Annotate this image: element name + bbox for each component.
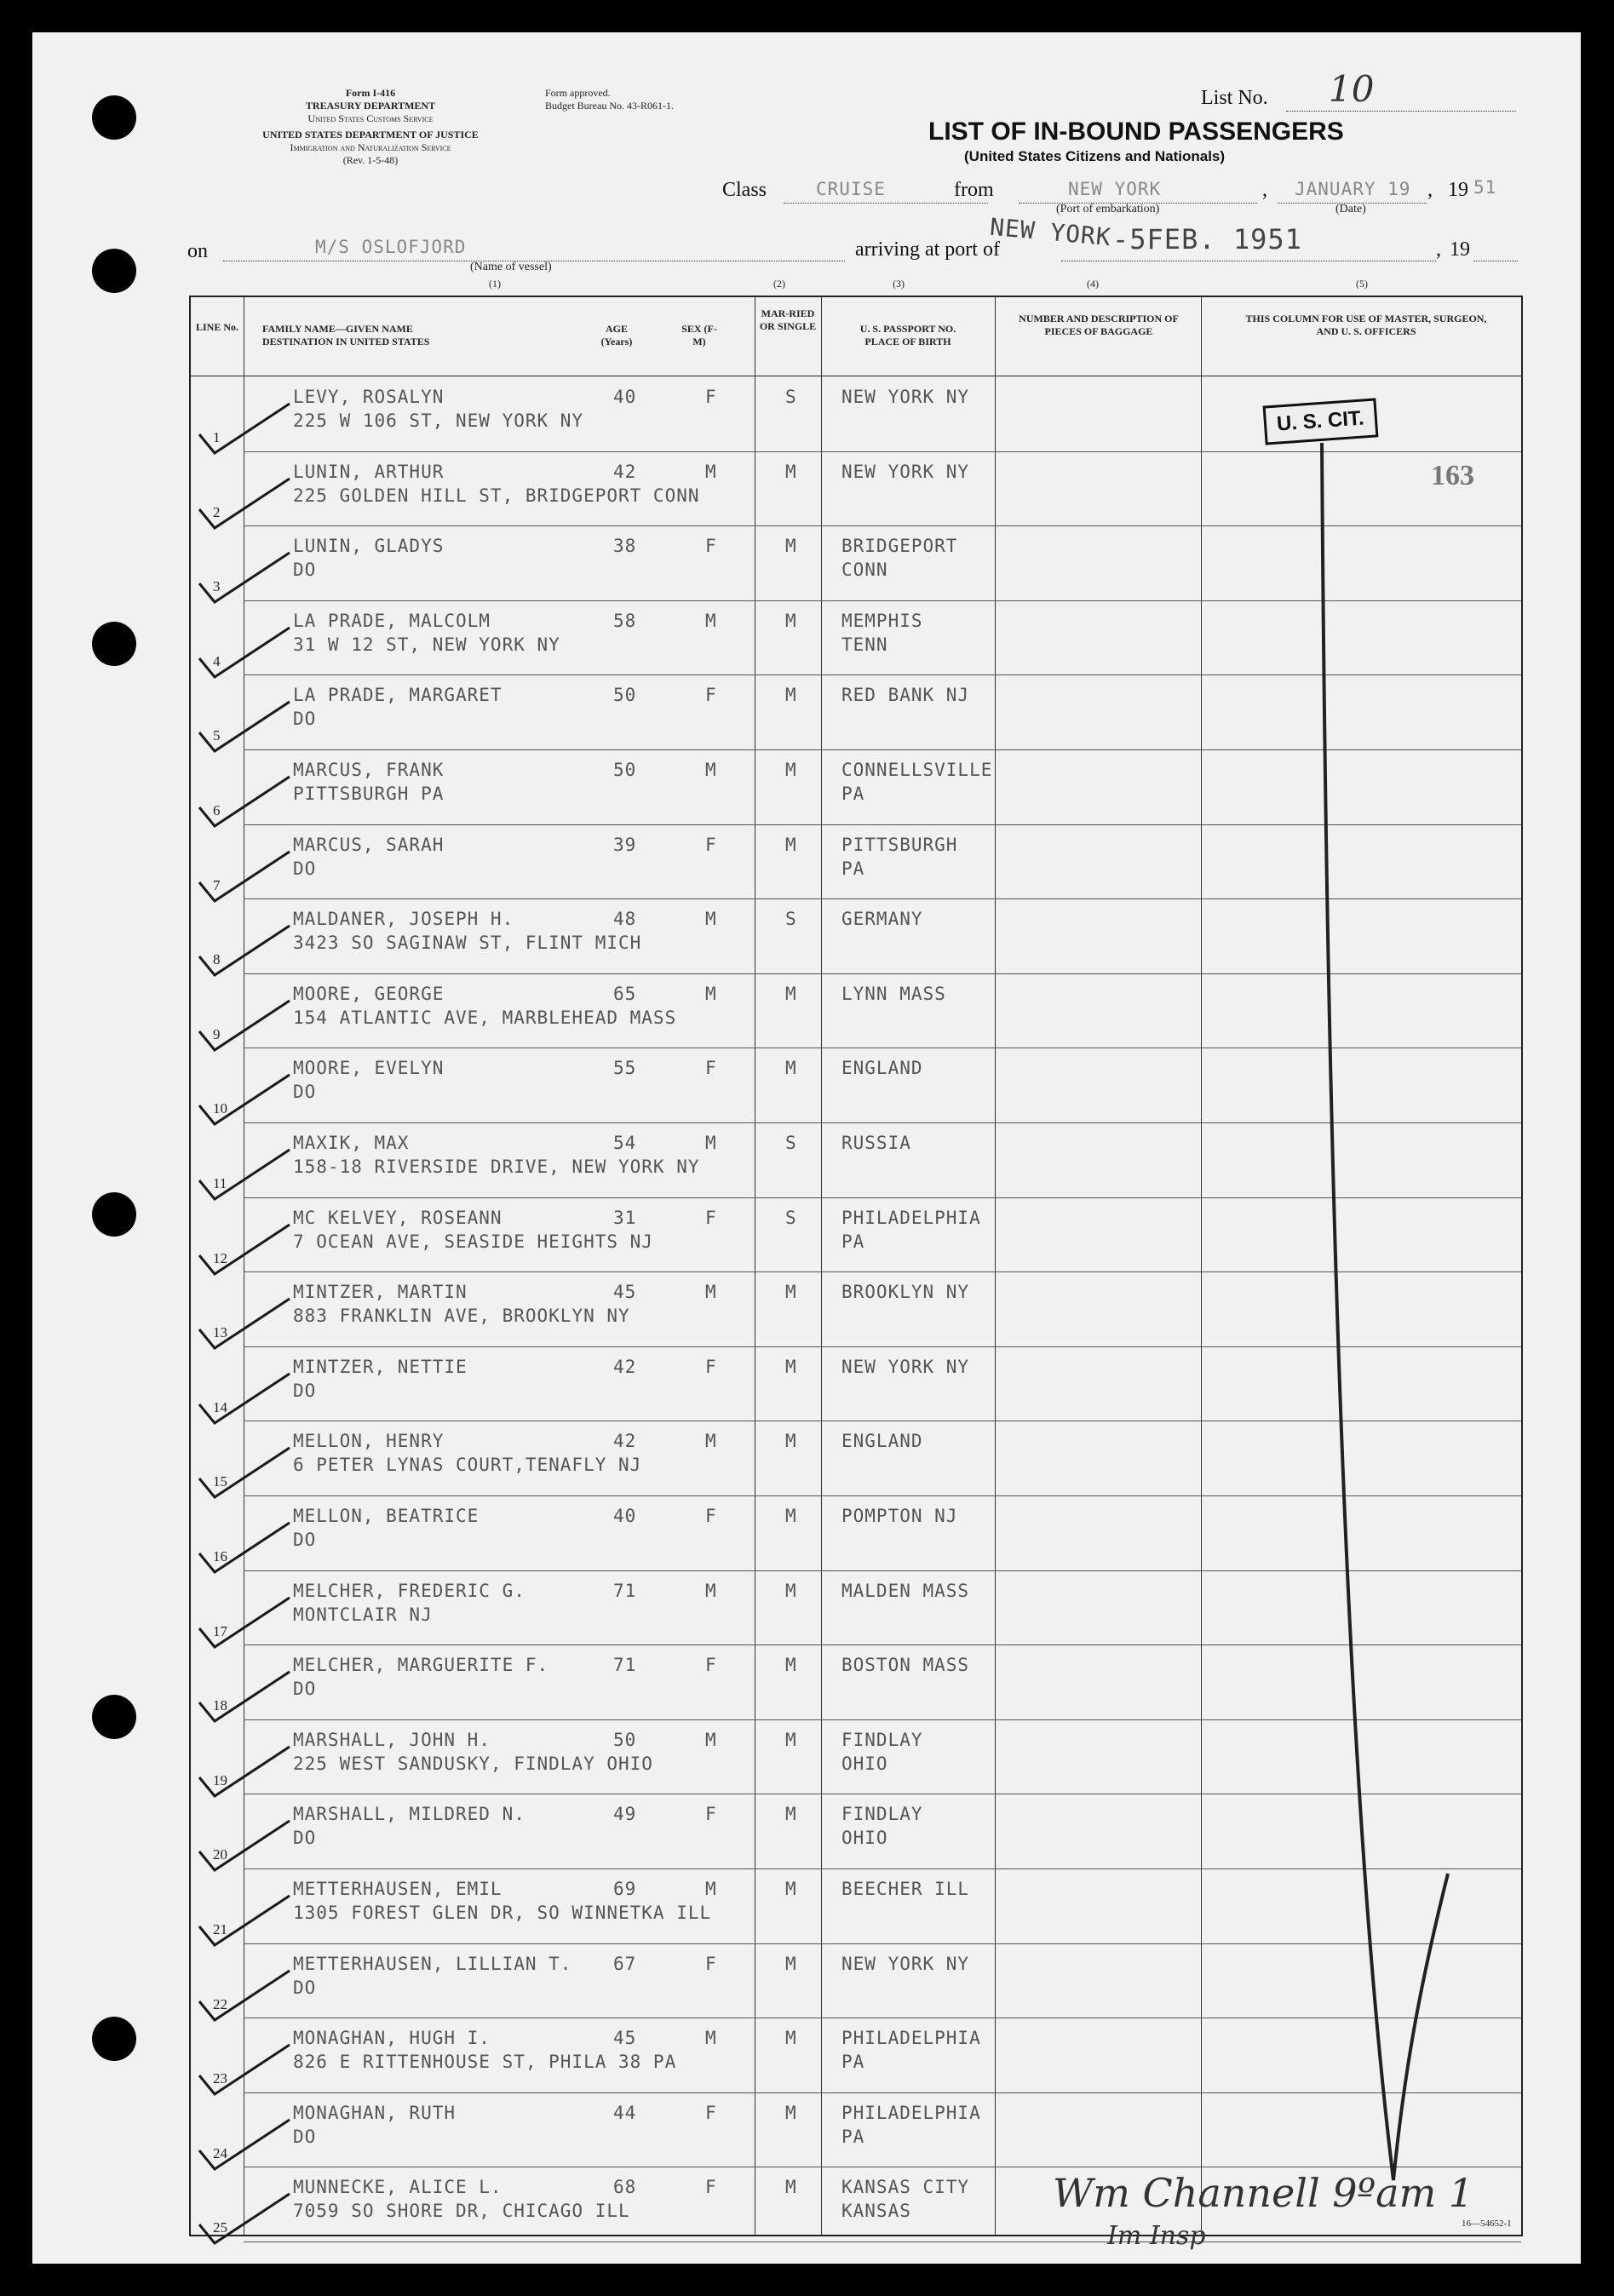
passenger-name: MUNNECKE, ALICE L.	[293, 2177, 503, 2198]
arrival-port-stamp: NEW YORK	[988, 212, 1113, 252]
passenger-name: MALDANER, JOSEPH H.	[293, 909, 514, 930]
passenger-sex: M	[705, 1729, 717, 1750]
line-number: 12	[213, 1249, 227, 1266]
header-dest: DESTINATION IN UNITED STATES	[262, 336, 430, 347]
passenger-age: 42	[613, 461, 637, 482]
agency-block	[179, 87, 562, 167]
passenger-sex: F	[705, 1953, 717, 1974]
passenger-birthplace: MEMPHIS	[841, 610, 923, 631]
inspector-title: Im Insp	[1107, 2221, 1206, 2251]
line-number: 18	[213, 1697, 227, 1714]
comma: ,	[1262, 179, 1267, 201]
passenger-marital-status: M	[785, 1655, 797, 1676]
footer-code: 16—54652-1	[1462, 2219, 1512, 2229]
revision-date: (Rev. 1-5-48)	[342, 154, 399, 166]
passenger-birthplace: NEW YORK NY	[841, 1356, 970, 1377]
passenger-name: LA PRADE, MALCOLM	[293, 610, 491, 631]
line-number: 17	[213, 1622, 227, 1639]
passenger-sex: F	[705, 1207, 717, 1228]
passenger-age: 31	[613, 1207, 637, 1228]
passenger-birthplace: ENGLAND	[841, 1058, 923, 1079]
passenger-age: 71	[613, 1580, 637, 1601]
passenger-marital-status: M	[785, 1804, 797, 1825]
passenger-name: MAXIK, MAX	[293, 1133, 410, 1153]
line-number: 23	[213, 2070, 227, 2087]
line-number: 3	[213, 578, 221, 595]
passenger-sex: F	[705, 834, 717, 855]
passenger-marital-status: M	[785, 1953, 797, 1974]
passenger-birthplace: BRIDGEPORT	[841, 536, 958, 557]
passenger-sex: F	[705, 1058, 717, 1079]
passenger-sex: F	[705, 1356, 717, 1377]
arrival-year-prefix: 19	[1450, 238, 1470, 261]
date-caption: (Date)	[1335, 203, 1366, 215]
approval-block	[545, 87, 674, 112]
header-married: MAR-RIED OR SINGLE	[759, 307, 817, 332]
list-no-underline	[1286, 111, 1516, 112]
passenger-name: METTERHAUSEN, EMIL	[293, 1879, 503, 1899]
passenger-sex: M	[705, 1580, 717, 1601]
passenger-sex: M	[705, 1133, 717, 1153]
passenger-marital-status: M	[785, 760, 797, 780]
passenger-age: 55	[613, 1058, 637, 1079]
line-number: 10	[213, 1100, 227, 1117]
passenger-destination: DO	[293, 1530, 317, 1550]
line-number: 22	[213, 1995, 227, 2012]
line-number: 2	[213, 503, 221, 520]
justice-dept: UNITED STATES DEPARTMENT OF JUSTICE	[262, 129, 479, 141]
passenger-name: LEVY, ROSALYN	[293, 387, 445, 407]
vessel-caption: (Name of vessel)	[470, 261, 552, 273]
passenger-name: MARSHALL, JOHN H.	[293, 1729, 491, 1750]
line-number: 4	[213, 652, 221, 669]
passenger-birthplace: POMPTON NJ	[841, 1506, 958, 1526]
passenger-marital-status: M	[785, 2028, 797, 2049]
header-line: LINE No.	[195, 321, 238, 333]
passenger-name: MOORE, EVELYN	[293, 1058, 445, 1079]
passenger-destination: 826 E RITTENHOUSE ST, PHILA 38 PA	[293, 2052, 677, 2073]
list-no-label: List No.	[1201, 87, 1268, 109]
passenger-birthplace: KANSAS CITY	[841, 2177, 970, 2198]
passenger-birthplace-2: OHIO	[841, 1828, 888, 1849]
line-number: 9	[213, 1025, 221, 1042]
passenger-birthplace: FINDLAY	[841, 1729, 923, 1750]
passenger-sex: F	[705, 1506, 717, 1526]
passenger-destination: 225 W 106 ST, NEW YORK NY	[293, 410, 584, 431]
date-value: JANUARY 19	[1295, 179, 1411, 199]
passenger-destination: 158-18 RIVERSIDE DRIVE, NEW YORK NY	[293, 1157, 700, 1177]
passenger-destination: PITTSBURGH PA	[293, 784, 445, 804]
passenger-age: 39	[613, 834, 637, 855]
passenger-name: LUNIN, GLADYS	[293, 536, 445, 557]
form-number: Form I-416	[345, 87, 396, 99]
passenger-marital-status: M	[785, 1580, 797, 1601]
passenger-birthplace: PHILADELPHIA	[841, 2028, 981, 2049]
passenger-age: 48	[613, 909, 637, 930]
passenger-sex: F	[705, 2177, 717, 2198]
passenger-destination: 3423 SO SAGINAW ST, FLINT MICH	[293, 933, 642, 954]
passenger-name: METTERHAUSEN, LILLIAN T.	[293, 1953, 572, 1974]
us-citizen-stamp: U. S. CIT.	[1263, 398, 1379, 445]
year-value: 51	[1473, 177, 1497, 198]
officer-check-mark	[1312, 443, 1482, 2197]
passenger-age: 45	[613, 2028, 637, 2049]
line-number: 14	[213, 1398, 227, 1415]
passenger-marital-status: M	[785, 1729, 797, 1750]
passenger-destination: 7 OCEAN AVE, SEASIDE HEIGHTS NJ	[293, 1231, 653, 1252]
passenger-destination: DO	[293, 709, 317, 730]
passenger-name: MINTZER, MARTIN	[293, 1282, 468, 1303]
passenger-marital-status: M	[785, 1356, 797, 1377]
passenger-destination: DO	[293, 1679, 317, 1700]
passenger-birthplace-2: OHIO	[841, 1753, 888, 1774]
passenger-marital-status: S	[785, 1207, 797, 1228]
line-number: 1	[213, 429, 221, 445]
passenger-marital-status: S	[785, 909, 797, 930]
passenger-name: MONAGHAN, HUGH I.	[293, 2028, 491, 2049]
passenger-sex: F	[705, 2102, 717, 2123]
col-number-5: (5)	[1356, 278, 1368, 290]
line-number: 7	[213, 876, 221, 893]
passenger-name: MARCUS, FRANK	[293, 760, 445, 780]
passenger-name: MARCUS, SARAH	[293, 834, 445, 855]
passenger-destination: DO	[293, 1828, 317, 1849]
passenger-sex: F	[705, 387, 717, 407]
passenger-birthplace-2: TENN	[841, 634, 888, 655]
comma: ,	[1436, 238, 1441, 261]
passenger-destination: 1305 FOREST GLEN DR, SO WINNETKA ILL	[293, 1903, 712, 1923]
passenger-name: LUNIN, ARTHUR	[293, 461, 445, 482]
header-baggage: NUMBER AND DESCRIPTION OF PIECES OF BAGGAGE	[1019, 313, 1179, 337]
passenger-age: 54	[613, 1133, 637, 1153]
passenger-destination: DO	[293, 1977, 317, 1998]
passenger-sex: M	[705, 1431, 717, 1452]
vessel-value: M/S OSLOFJORD	[315, 237, 467, 257]
passenger-age: 69	[613, 1879, 637, 1899]
passenger-name: MONAGHAN, RUTH	[293, 2102, 457, 2123]
passenger-birthplace: BROOKLYN NY	[841, 1282, 970, 1303]
passenger-sex: F	[705, 685, 717, 706]
passenger-birthplace-2: CONN	[841, 560, 888, 581]
form-title: LIST OF IN-BOUND PASSENGERS	[928, 118, 1344, 146]
passenger-marital-status: M	[785, 1282, 797, 1303]
passenger-marital-status: M	[785, 536, 797, 557]
passenger-marital-status: M	[785, 461, 797, 482]
passenger-marital-status: M	[785, 685, 797, 706]
passenger-birthplace-2: KANSAS	[841, 2201, 911, 2222]
passenger-birthplace: PHILADELPHIA	[841, 1207, 981, 1228]
passenger-age: 50	[613, 685, 637, 706]
header-passport: U. S. PASSPORT NO.	[859, 323, 956, 335]
passenger-marital-status: M	[785, 1058, 797, 1079]
port-caption: (Port of embarkation)	[1056, 203, 1160, 215]
binder-hole	[92, 1695, 136, 1739]
passenger-destination: DO	[293, 1082, 317, 1103]
passenger-age: 49	[613, 1804, 637, 1825]
passenger-marital-status: M	[785, 610, 797, 631]
line-number: 6	[213, 802, 221, 818]
form-subtitle: (United States Citizens and Nationals)	[964, 148, 1226, 164]
passenger-destination: 225 WEST SANDUSKY, FINDLAY OHIO	[293, 1753, 653, 1774]
passenger-birthplace: FINDLAY	[841, 1804, 923, 1825]
passenger-birthplace: BOSTON MASS	[841, 1655, 970, 1676]
header-sex: SEX (F-M)	[681, 323, 717, 347]
passenger-age: 68	[613, 2177, 637, 2198]
header-officers: THIS COLUMN FOR USE OF MASTER, SURGEON, AND U. S. OFFICERS	[1245, 313, 1487, 337]
passenger-age: 44	[613, 2102, 637, 2123]
passenger-name: LA PRADE, MARGARET	[293, 685, 503, 706]
binder-hole	[92, 95, 136, 140]
year-prefix: 19	[1448, 179, 1468, 201]
binder-hole	[92, 1192, 136, 1237]
class-label: Class	[722, 179, 767, 201]
list-no-value: 10	[1329, 68, 1375, 110]
col-number-1: (1)	[489, 278, 501, 290]
budget-bureau: Budget Bureau No. 43-R061-1.	[545, 100, 674, 112]
passenger-name: MELCHER, MARGUERITE F.	[293, 1655, 549, 1676]
line-number: 20	[213, 1846, 227, 1863]
passenger-age: 38	[613, 536, 637, 557]
passenger-age: 58	[613, 610, 637, 631]
passenger-marital-status: M	[785, 1506, 797, 1526]
passenger-name: MC KELVEY, ROSEANN	[293, 1207, 503, 1228]
passenger-destination: 6 PETER LYNAS COURT,TENAFLY NJ	[293, 1455, 642, 1476]
passenger-age: 42	[613, 1431, 637, 1452]
passenger-destination: 7059 SO SHORE DR, CHICAGO ILL	[293, 2201, 630, 2222]
passenger-destination: DO	[293, 2126, 317, 2147]
stamp-number: 163	[1431, 460, 1474, 491]
binder-hole	[92, 249, 136, 293]
passenger-destination: 225 GOLDEN HILL ST, BRIDGEPORT CONN	[293, 485, 700, 506]
passenger-sex: F	[705, 1804, 717, 1825]
passenger-marital-status: M	[785, 983, 797, 1004]
passenger-age: 42	[613, 1356, 637, 1377]
line-number: 15	[213, 1473, 227, 1490]
passenger-sex: F	[705, 536, 717, 557]
passenger-birthplace: CONNELLSVILLE	[841, 760, 993, 780]
passenger-destination: 154 ATLANTIC AVE, MARBLEHEAD MASS	[293, 1007, 677, 1028]
row-rule	[244, 2241, 1521, 2242]
passenger-marital-status: M	[785, 2102, 797, 2123]
passenger-destination: 883 FRANKLIN AVE, BROOKLYN NY	[293, 1306, 630, 1327]
from-label: from	[954, 179, 994, 201]
line-number: 16	[213, 1548, 227, 1564]
comma: ,	[1427, 179, 1433, 201]
passenger-age: 65	[613, 983, 637, 1004]
passenger-name: MELLON, HENRY	[293, 1431, 445, 1452]
passenger-sex: M	[705, 760, 717, 780]
passenger-sex: M	[705, 2028, 717, 2049]
passenger-sex: M	[705, 1282, 717, 1303]
passenger-destination: MONTCLAIR NJ	[293, 1604, 433, 1625]
line-number: 11	[213, 1175, 227, 1191]
passenger-age: 45	[613, 1282, 637, 1303]
passenger-birthplace: GERMANY	[841, 909, 923, 930]
passenger-age: 40	[613, 1506, 637, 1526]
binder-hole	[92, 622, 136, 666]
class-underline	[784, 203, 988, 204]
passenger-marital-status: M	[785, 1879, 797, 1899]
inspector-signature: Wm Channell 9ºam 1	[1053, 2170, 1474, 2216]
passenger-birthplace-2: PA	[841, 784, 865, 804]
arrival-date-stamp: -5FEB. 1951	[1112, 223, 1302, 255]
passenger-birthplace-2: PA	[841, 1231, 865, 1252]
class-value: CRUISE	[816, 179, 886, 199]
passenger-sex: M	[705, 983, 717, 1004]
passenger-birthplace: NEW YORK NY	[841, 1953, 970, 1974]
line-number: 24	[213, 2144, 227, 2161]
passenger-destination: DO	[293, 858, 317, 879]
passenger-birthplace: PITTSBURGH	[841, 834, 958, 855]
passenger-marital-status: M	[785, 1431, 797, 1452]
header-name: FAMILY NAME—GIVEN NAME	[262, 323, 413, 335]
passenger-birthplace: PHILADELPHIA	[841, 2102, 981, 2123]
passenger-destination: DO	[293, 560, 317, 581]
passenger-birthplace: NEW YORK NY	[841, 461, 970, 482]
passenger-birthplace: RED BANK NJ	[841, 685, 970, 706]
passenger-sex: M	[705, 610, 717, 631]
passenger-birthplace: NEW YORK NY	[841, 387, 970, 407]
passenger-birthplace: ENGLAND	[841, 1431, 923, 1452]
passenger-sex: M	[705, 909, 717, 930]
passenger-name: MELLON, BEATRICE	[293, 1506, 480, 1526]
passenger-age: 71	[613, 1655, 637, 1676]
passenger-destination: DO	[293, 1380, 317, 1401]
passenger-name: MELCHER, FREDERIC G.	[293, 1580, 526, 1601]
on-label: on	[187, 240, 208, 262]
passenger-marital-status: S	[785, 387, 797, 407]
ins-service: Immigration and Naturalization Service	[290, 141, 451, 153]
passenger-birthplace: LYNN MASS	[841, 983, 946, 1004]
passenger-age: 67	[613, 1953, 637, 1974]
passenger-birthplace: MALDEN MASS	[841, 1580, 970, 1601]
passenger-destination: 31 W 12 ST, NEW YORK NY	[293, 634, 560, 655]
passenger-marital-status: M	[785, 2177, 797, 2198]
check-mark	[196, 2199, 298, 2259]
passenger-name: MARSHALL, MILDRED N.	[293, 1804, 526, 1825]
passenger-birthplace-2: PA	[841, 858, 865, 879]
line-number: 5	[213, 727, 221, 744]
col-number-4: (4)	[1087, 278, 1099, 290]
col-number-3: (3)	[893, 278, 905, 290]
from-value: NEW YORK	[1068, 179, 1162, 199]
passenger-age: 40	[613, 387, 637, 407]
passenger-birthplace: BEECHER ILL	[841, 1879, 970, 1899]
passenger-sex: M	[705, 1879, 717, 1899]
passenger-name: MOORE, GEORGE	[293, 983, 445, 1004]
header-age: AGE (Years)	[600, 323, 633, 347]
form-approved: Form approved.	[545, 87, 611, 99]
line-number: 19	[213, 1771, 227, 1788]
passenger-sex: M	[705, 461, 717, 482]
binder-hole	[92, 2017, 136, 2061]
passenger-birthplace: RUSSIA	[841, 1133, 911, 1153]
passenger-birthplace-2: PA	[841, 2126, 865, 2147]
line-number: 21	[213, 1921, 227, 1937]
passenger-name: MINTZER, NETTIE	[293, 1356, 468, 1377]
line-number: 25	[213, 2219, 227, 2236]
passenger-marital-status: S	[785, 1133, 797, 1153]
passenger-sex: F	[705, 1655, 717, 1676]
arriving-label: arriving at port of	[855, 238, 1000, 261]
col-number-2: (2)	[773, 278, 785, 290]
passenger-age: 50	[613, 760, 637, 780]
customs-service: United States Customs Service	[307, 112, 434, 124]
line-number: 8	[213, 951, 221, 968]
header-birthplace: PLACE OF BIRTH	[864, 336, 951, 347]
passenger-marital-status: M	[785, 834, 797, 855]
passenger-age: 50	[613, 1729, 637, 1750]
treasury-dept: TREASURY DEPARTMENT	[305, 100, 436, 112]
passenger-birthplace-2: PA	[841, 2052, 865, 2073]
line-number: 13	[213, 1324, 227, 1341]
